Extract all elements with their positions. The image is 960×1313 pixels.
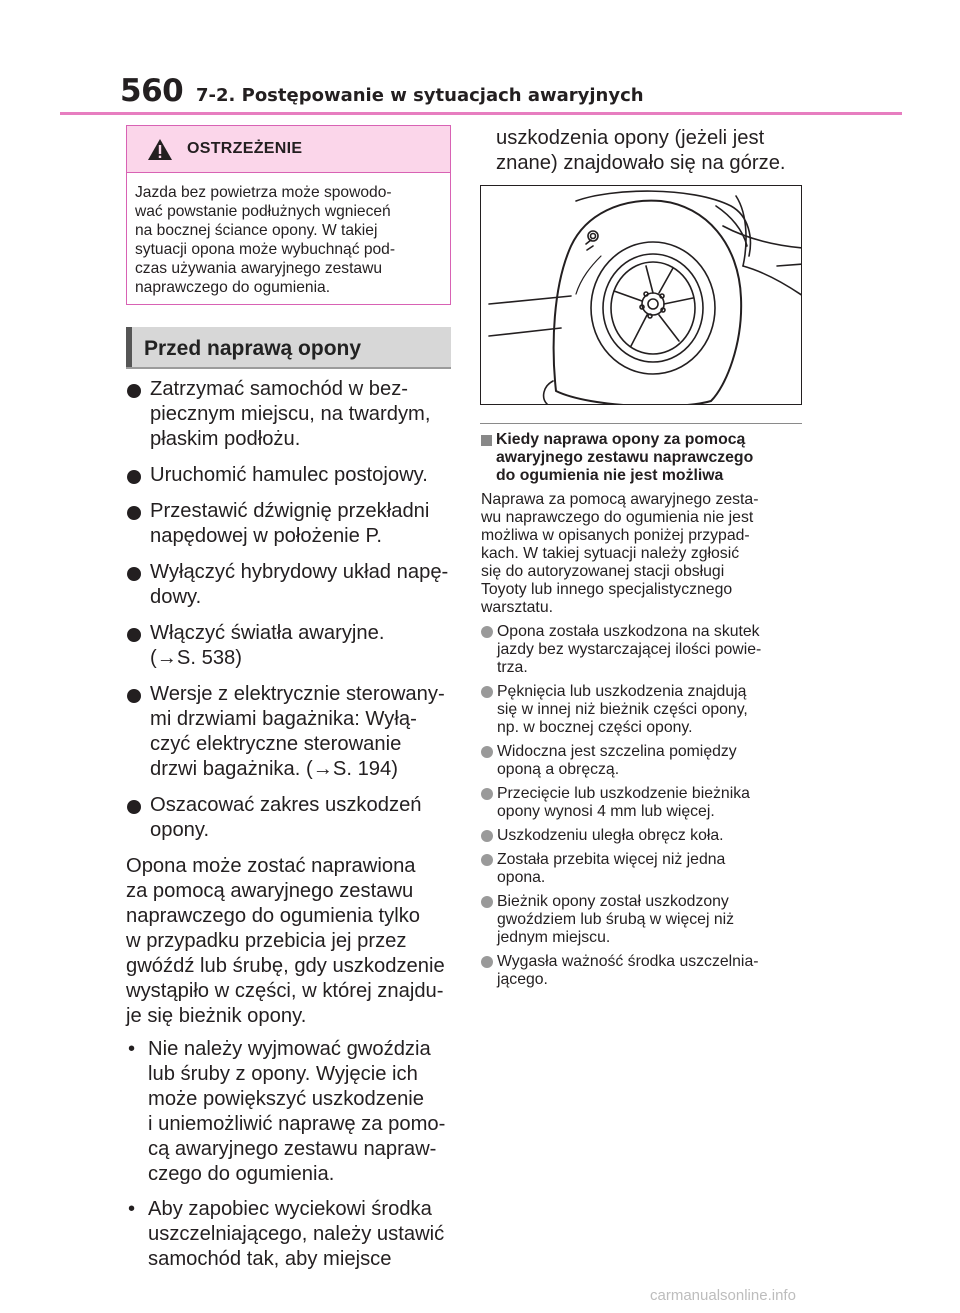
list-item: Przecięcie lub uszkodzenie bieżnika opony wynosi 4 mm lub więcej. bbox=[481, 785, 803, 821]
warning-line: wać powstanie podłużnych wgnieceń bbox=[135, 203, 391, 220]
list-item: Przestawić dźwignię przekładni napędowej w położenie P. bbox=[126, 499, 456, 549]
bullet-icon bbox=[481, 896, 493, 908]
caution-list bbox=[126, 1037, 456, 1272]
bullet-icon bbox=[127, 384, 141, 398]
warning-title: OSTRZEŻENIE bbox=[187, 140, 303, 157]
bullet-icon bbox=[481, 746, 493, 758]
warning-header bbox=[127, 126, 450, 173]
list-item: Uszkodzeniu uległa obręcz koła. bbox=[481, 827, 803, 845]
list-item: Wyłączyć hybrydowy układ napę- dowy. bbox=[126, 560, 456, 610]
subsection-header bbox=[126, 327, 451, 369]
list-item: Opona została uszkodzona na skutek jazdy bez wystarczającej ilości powie- trza. bbox=[481, 623, 803, 677]
warning-line: czas używania awaryjnego zestawu bbox=[135, 260, 383, 277]
list-item: Bieżnik opony został uszkodzony gwoździem lub śrubą w więcej niż jednym miejscu. bbox=[481, 893, 803, 947]
square-bullet-icon bbox=[481, 435, 492, 446]
note-heading: Kiedy naprawa opony za pomocą awaryjnego zestawu naprawczego do ogumienia nie jest możliwa bbox=[481, 431, 803, 485]
repair-paragraph: Opona może zostać naprawiona za pomocą awaryjnego zestawu naprawczego do ogumienia tylko w przypadku przebicia jej przez gwóźdź lub śrubę, gdy uszkodzenie wystąpiło w części, w której znajdu- je się bieżnik opony. bbox=[126, 855, 445, 1027]
page-number: 560 bbox=[120, 73, 184, 109]
bullet-icon bbox=[127, 506, 141, 520]
list-item: Pęknięcia lub uszkodzenia znajdują się w innej niż bieżnik części opony, np. w bocznej części opony. bbox=[481, 683, 803, 737]
conditions-list bbox=[481, 623, 803, 989]
bullet-icon bbox=[481, 854, 493, 866]
list-item: Oszacować zakres uszkodzeń opony. bbox=[126, 793, 456, 843]
bullet-icon bbox=[481, 626, 493, 638]
bullet-icon bbox=[127, 689, 141, 703]
nail-icon bbox=[586, 231, 598, 250]
bullet-icon bbox=[481, 686, 493, 698]
bullet-icon bbox=[127, 567, 141, 581]
bullet-icon: • bbox=[128, 1038, 136, 1060]
warning-line: sytuacji opona może wybuchnąć pod- bbox=[135, 241, 396, 258]
list-item: • Nie należy wyjmować gwoździa lub śruby z opony. Wyjęcie ich może powiększyć uszkodzenie i uniemożliwić naprawę za pomo- cą awaryjnego zestawu napraw- czego do ogumienia. bbox=[128, 1038, 446, 1185]
subsection-bar bbox=[126, 327, 132, 367]
bullet-icon bbox=[127, 628, 141, 642]
bullet-icon: • bbox=[128, 1198, 136, 1220]
header-rule bbox=[60, 112, 902, 115]
list-item: Widoczna jest szczelina pomiędzy oponą a obręczą. bbox=[481, 743, 803, 779]
list-item: Wygasła ważność środka uszczelnia- jącego. bbox=[481, 953, 803, 989]
warning-line: naprawczego do ogumienia. bbox=[135, 279, 331, 296]
bullet-icon bbox=[481, 956, 493, 968]
bullet-icon bbox=[481, 830, 493, 842]
warning-text bbox=[127, 173, 450, 297]
list-item: Została przebita więcej niż jedna opona. bbox=[481, 851, 803, 887]
bullet-icon bbox=[481, 788, 493, 800]
warning-triangle-icon bbox=[147, 138, 173, 161]
watermark: carmanualsonline.info bbox=[650, 1287, 796, 1304]
procedure-list bbox=[126, 377, 456, 843]
continuation-text: uszkodzenia opony (jeżeli jest znane) znajdowało się na górze. bbox=[496, 127, 786, 174]
bullet-icon bbox=[127, 800, 141, 814]
bullet-icon bbox=[127, 470, 141, 484]
figure-divider bbox=[480, 423, 802, 424]
warning-line: na bocznej ściance opony. W takiej bbox=[135, 222, 378, 239]
list-item: Wersje z elektrycznie sterowany- mi drzwiami bagażnika: Wyłą- czyć elektryczne sterowanie drzwi bagażnika. (→S. 194) bbox=[126, 682, 456, 782]
warning-line: Jazda bez powietrza może spowodo- bbox=[135, 184, 392, 201]
right-column bbox=[481, 431, 803, 995]
list-item: Uruchomić hamulec postojowy. bbox=[126, 463, 456, 488]
left-column bbox=[126, 377, 456, 1282]
section-title: 7-2. Postępowanie w sytuacjach awaryjnych bbox=[196, 85, 644, 106]
subsection-title: Przed naprawą opony bbox=[144, 337, 362, 360]
note-body: Naprawa za pomocą awaryjnego zesta- wu naprawczego do ogumienia nie jest możliwa w opisanych poniżej przypad- kach. W takiej sytuacji należy zgłosić się do autoryzowanej stacji obsługi Toyoty lub innego specjalistycznego warsztatu. bbox=[481, 491, 759, 616]
list-item: Zatrzymać samochód w bez- piecznym miejscu, na twardym, płaskim podłożu. bbox=[126, 377, 456, 452]
list-item: Włączyć światła awaryjne. (→S. 538) bbox=[126, 621, 456, 671]
warning-box bbox=[126, 125, 451, 305]
list-item: • Aby zapobiec wyciekowi środka uszczelniającego, należy ustawić samochód tak, aby miejsce bbox=[128, 1198, 445, 1270]
flat-tire-illustration bbox=[480, 185, 802, 405]
